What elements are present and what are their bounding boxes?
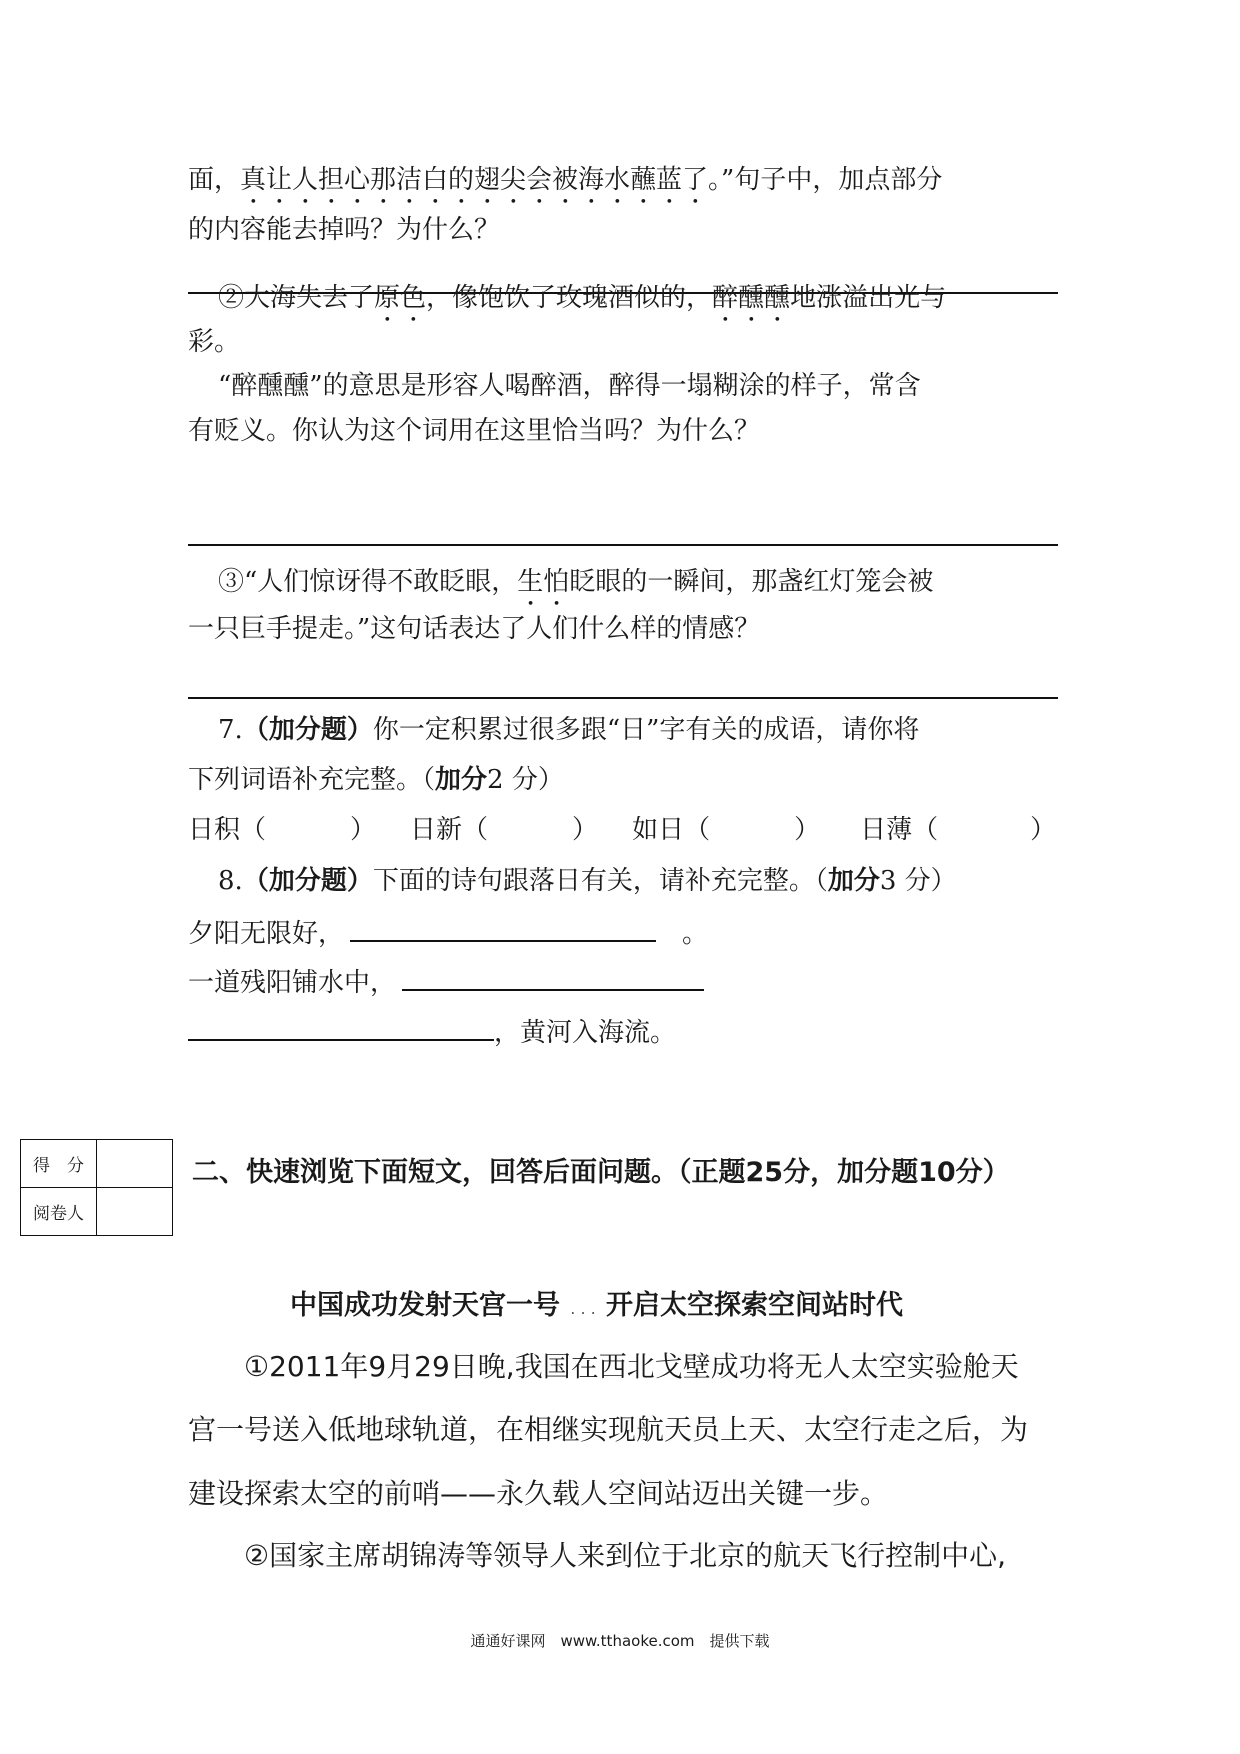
q7-prompt-line2: 下列词语补充完整。（加分2 分） (188, 765, 564, 795)
score-field[interactable] (97, 1140, 173, 1188)
article-title: 中国成功发射天宫一号 . . . 开启太空探索空间站时代 (290, 1290, 903, 1321)
q6-question1: 的内容能去掉吗？为什么？ (188, 215, 501, 245)
q6-question2-line2: 有贬义。你认为这个词用在这里恰当吗？为什么？ (188, 416, 761, 446)
q6-question2-line1: “醉醺醺”的意思是形容人喝醉酒，醉得一塌糊涂的样子，常含 (218, 371, 921, 401)
q6-sentence3-line1: ③“人们惊讶得不敢眨眼，生怕眨眼的一瞬间，那盏红灯笼会被 (218, 567, 934, 597)
grader-label: 阅卷人 (21, 1188, 97, 1236)
section-heading: 二、快速浏览下面短文，回答后面问题。（正题25分，加分题10分） (192, 1157, 1010, 1188)
score-box (20, 1139, 173, 1236)
q6-sentence2-line2: 彩。 (188, 327, 241, 357)
idiom-blank-2[interactable]: 日新（ ） (410, 815, 599, 845)
q6-sentence1-line1: 面，真让人担心那洁白的翅尖会被海水蘸蓝了。”句子中，加点部分 (188, 165, 943, 195)
q8-prompt: 8.（加分题）下面的诗句跟落日有关，请补充完整。（加分3 分） (218, 866, 957, 896)
idiom-blank-3[interactable]: 如日（ ） (632, 815, 821, 845)
poem-blank-1[interactable] (350, 914, 656, 942)
q8-poem-line2: 一道残阳铺水中， (188, 963, 704, 1000)
q8-poem-line3: ，黄河入海流。 (188, 1013, 676, 1050)
poem-blank-2[interactable] (402, 963, 704, 991)
article-p1-line2: 宫一号送入低地球轨道，在相继实现航天员上天、太空行走之后，为 (188, 1413, 1029, 1446)
q7-idiom-row (188, 813, 1056, 847)
idiom-blank-1[interactable]: 日积（ ） (188, 815, 377, 845)
dotted-phrase: 真让人担心那洁白的翅尖会被海水蘸蓝了 (240, 165, 709, 195)
q6-question3: 一只巨手提走。”这句话表达了人们什么样的情感？ (188, 614, 761, 644)
grader-field[interactable] (97, 1188, 173, 1236)
article-p1-line3: 建设探索太空的前哨——永久载人空间站迈出关键一步。 (188, 1477, 889, 1510)
score-label: 得 分 (21, 1140, 97, 1188)
dotted-phrase: 原色 (374, 283, 427, 313)
dotted-phrase: 醉醺醺 (712, 283, 791, 313)
q8-poem-line1: 夕阳无限好， 。 (188, 914, 708, 951)
poem-blank-3[interactable] (188, 1013, 494, 1041)
article-p1-line1: ①2011年9月29日晚,我国在西北戈壁成功将无人太空实验舱天 (244, 1350, 1019, 1383)
q6-sentence2-line1: ②大海失去了原色，像饱饮了玫瑰酒似的，醉醺醺地涨溢出光与 (218, 283, 947, 313)
idiom-blank-4[interactable]: 日薄（ ） (860, 815, 1057, 845)
dotted-phrase: 生怕 (517, 567, 570, 597)
answer-line (188, 697, 1058, 699)
q7-prompt-line1: 7.（加分题）你一定积累过很多跟“日”字有关的成语，请你将 (218, 715, 920, 745)
footer: 通通好课网 www.tthaoke.com 提供下载 (470, 1632, 770, 1650)
answer-line (188, 544, 1058, 546)
article-p2-line1: ②国家主席胡锦涛等领导人来到位于北京的航天飞行控制中心, (244, 1539, 1007, 1572)
